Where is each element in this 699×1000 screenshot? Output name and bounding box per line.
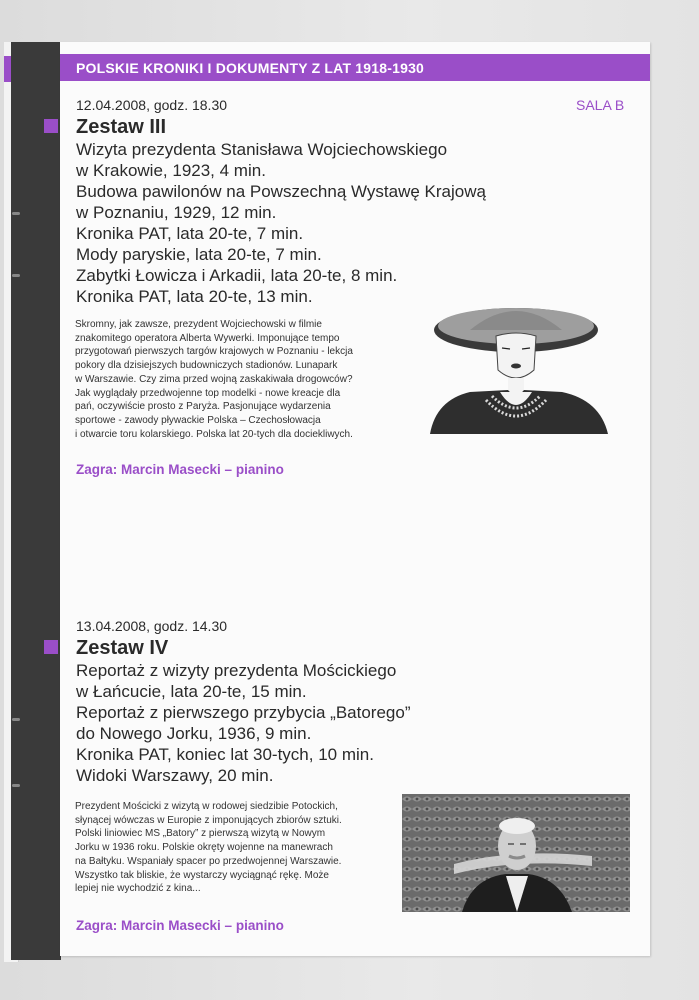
program-page [60, 42, 650, 956]
section-header-bar [60, 54, 650, 81]
film-item: w Krakowie, 1923, 4 min. [76, 161, 266, 180]
film-list [76, 660, 410, 786]
set-title: Zestaw IV [76, 637, 169, 659]
staple-mark [12, 784, 20, 787]
film-item: Zabytki Łowicza i Arkadii, lata 20-te, 8 min. [76, 266, 398, 285]
description-line: Skromny, jak zawsze, prezydent Wojciechowski w filmie [75, 319, 322, 330]
session-date: 13.04.2008, godz. 14.30 [76, 618, 228, 634]
session-marker [44, 640, 58, 654]
set-title: Zestaw III [76, 116, 167, 138]
film-item: w Łańcucie, lata 20-te, 15 min. [76, 682, 307, 701]
description-line: Jak wyglądały przedwojenne top modelki - nowe kreacje dla [75, 387, 341, 399]
description-line: Wszystko tak bliskie, że wystarczy wyciągnąć rękę. Może [75, 869, 329, 881]
description-line: Jorku w 1936 roku. Polskie okręty wojenne na manewrach [75, 842, 333, 854]
description-line: lepiej nie wychodzić z kina... [75, 883, 201, 895]
description-line: słynącej wówczas w Europie z imponujących zbiorów sztuki. [75, 814, 342, 826]
description-line: pokory dla dzisiejszych budowniczych stadionów. Lunapark [75, 360, 338, 372]
president-photo [402, 794, 630, 912]
description-line: znakomitego operatora Alberta Wywerki. Imponujące tempo [75, 332, 340, 344]
description-line: Prezydent Mościcki z wizytą w rodowej siedzibie Potockich, [75, 801, 338, 812]
performer-note: Zagra: Marcin Masecki – pianino [76, 918, 284, 933]
film-list [76, 139, 486, 307]
film-item: Kronika PAT, koniec lat 30-tych, 10 min. [76, 745, 374, 764]
film-item: Budowa pawilonów na Powszechną Wystawę Krajową [76, 182, 486, 201]
booklet-spine [11, 42, 61, 960]
description-line: pań, oczywiście prosto z Paryża. Pasjonujące wydarzenia [75, 401, 331, 413]
film-item: Mody paryskie, lata 20-te, 7 min. [76, 245, 322, 264]
film-item: w Poznaniu, 1929, 12 min. [76, 203, 277, 222]
film-item: Reportaż z wizyty prezydenta Mościckiego [76, 661, 397, 680]
staple-mark [12, 718, 20, 721]
description-line: i otwarcie toru kolarskiego. Polska lat 20-tych dla dociekliwych. [75, 428, 353, 440]
description-line: sportowe - zawody pływackie Polska – Czechosłowacja [75, 414, 321, 426]
fashion-illustration [430, 300, 630, 434]
film-item: Wizyta prezydenta Stanisława Wojciechowskiego [76, 140, 448, 159]
description-line: przygotowań pierwszych targów krajowych w Poznaniu - lekcja [75, 346, 353, 358]
film-item: Reportaż z pierwszego przybycia „Batorego” [76, 703, 411, 722]
film-item: do Nowego Jorku, 1936, 9 min. [76, 724, 312, 743]
session-description [75, 800, 342, 896]
session-date: 12.04.2008, godz. 18.30 [76, 97, 228, 113]
staple-mark [12, 274, 20, 277]
description-line: na Bałtyku. Wspaniały spacer po przedwojennej Warszawie. [75, 855, 342, 867]
description-line: Polski liniowiec MS „Batory” z pierwszą wizytą w Nowym [75, 828, 326, 840]
film-item: Kronika PAT, lata 20-te, 7 min. [76, 224, 304, 243]
room-label: SALA B [576, 97, 625, 113]
session-marker [44, 119, 58, 133]
staple-mark [12, 212, 20, 215]
film-item: Widoki Warszawy, 20 min. [76, 766, 274, 785]
performer-note: Zagra: Marcin Masecki – pianino [76, 462, 284, 477]
session-description [75, 318, 353, 441]
section-header-title: POLSKIE KRONIKI I DOKUMENTY Z LAT 1918-1930 [76, 60, 425, 76]
description-line: w Warszawie. Czy zima przed wojną zaskakiwała drogowców? [75, 373, 353, 385]
film-item: Kronika PAT, lata 20-te, 13 min. [76, 287, 313, 306]
